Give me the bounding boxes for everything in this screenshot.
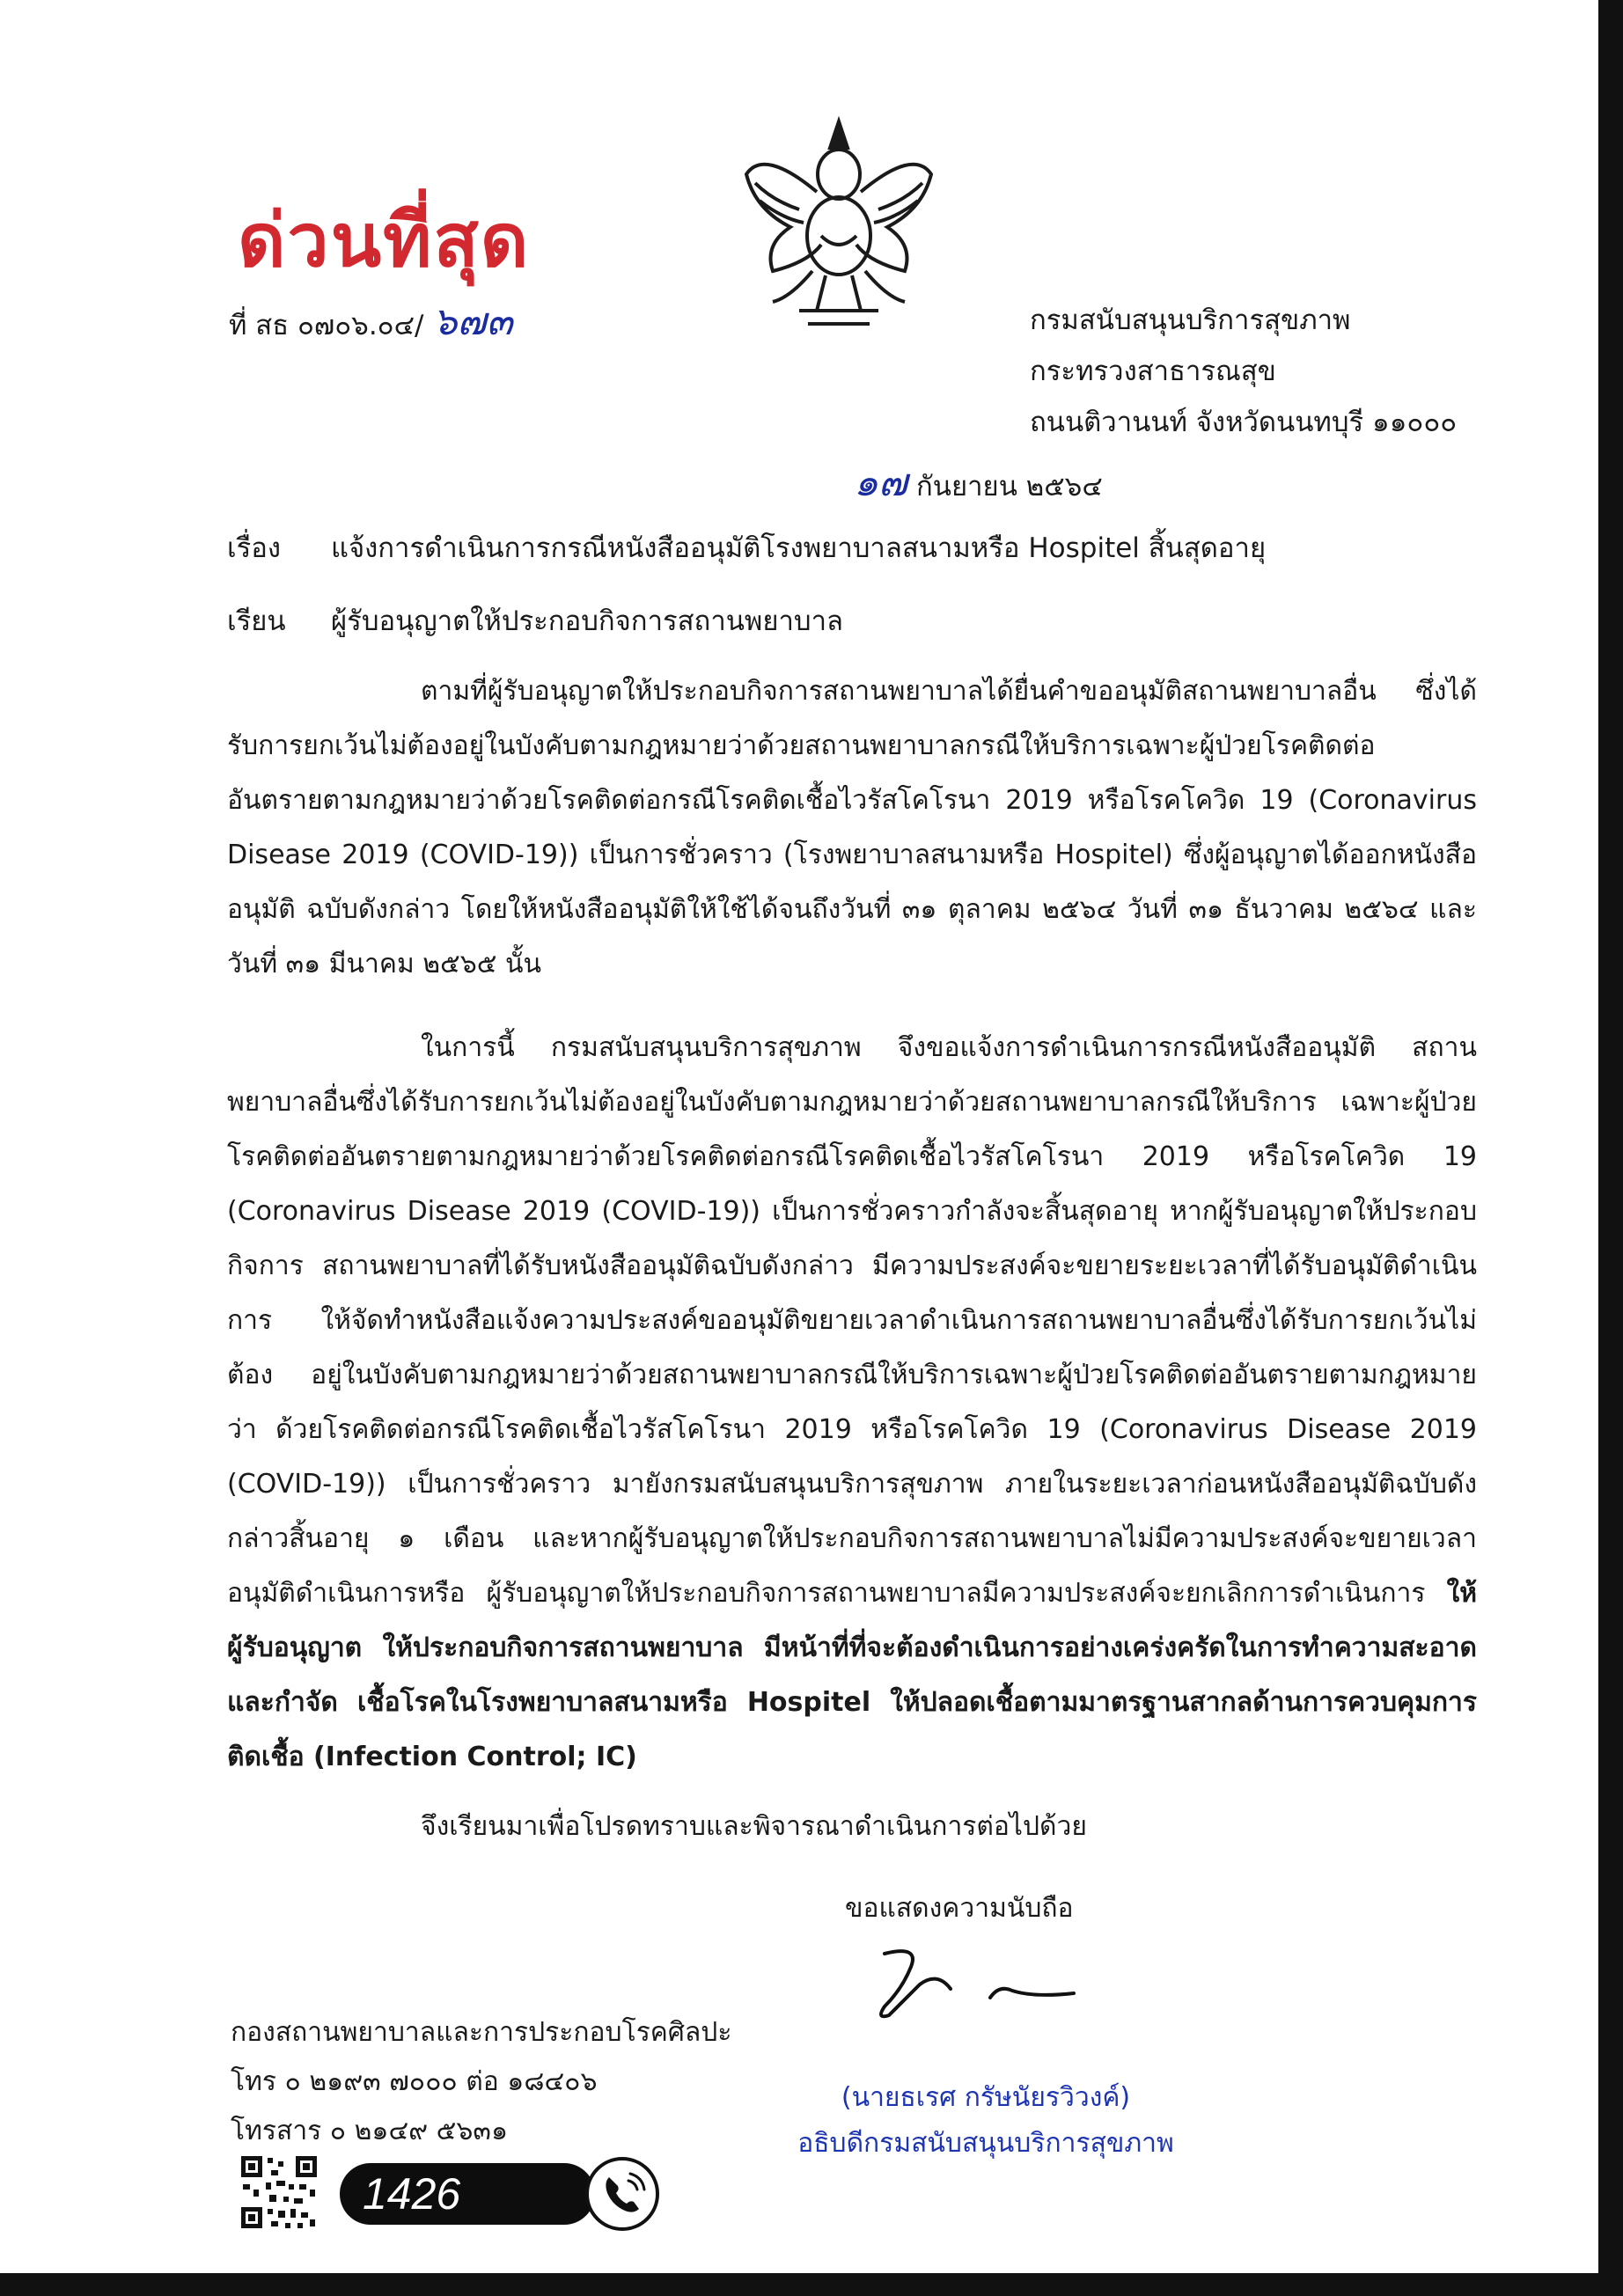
signer-name: (นายธเรศ กรัษนัยรวิวงค์) [841, 2082, 1131, 2113]
department-name: กองสถานพยาบาลและการประกอบโรคศิลปะ [231, 2017, 732, 2048]
paragraph-2-bold-text: ให้ผู้รับอนุญาต ให้ประกอบกิจการสถานพยาบาล มีหน้าที่ที่จะต้องดำเนินการอย่างเคร่งครัดในการทำความสะอาดและกำจัด เชื้อโรคในโรงพยาบาลสนามหรือ Hospitel ให้ปลอดเชื้อตามมาตรฐานสากลด้านการควบคุมการติดเชื้อ (Infection Control; IC) [227, 1578, 1477, 1772]
body-paragraph-2 [227, 1021, 1477, 1785]
document-date [854, 451, 1103, 513]
document-number-prefix: ที่ สธ ๐๗๐๖.๐๔/ [229, 310, 424, 341]
subject-label: เรื่อง [227, 532, 282, 564]
urgency-stamp: ด่วนที่สุด [238, 196, 531, 283]
date-day-handwritten: ๑๗ [854, 460, 908, 505]
signer-block [783, 2075, 1188, 2167]
handwritten-signature [867, 1936, 1096, 2033]
subject-text: แจ้งการดำเนินการกรณีหนังสืออนุมัติโรงพยาบาลสนามหรือ Hospitel สิ้นสุดอายุ [331, 532, 1267, 564]
fax-number: โทรสาร ๐ ๒๑๔๙ ๕๖๓๑ [231, 2116, 508, 2146]
document-number [229, 290, 513, 352]
body-paragraph-1 [227, 664, 1477, 992]
qr-code-icon [239, 2154, 319, 2230]
recipient-text: ผู้รับอนุญาตให้ประกอบกิจการสถานพยาบาล [331, 605, 844, 637]
closing-line: จึงเรียนมาเพื่อโปรดทราบและพิจารณาดำเนินการต่อไปด้วย [421, 1811, 1087, 1842]
sender-line: กระทรวงสาธารณสุข [1030, 356, 1276, 387]
recipient-label: เรียน [227, 605, 286, 637]
recipient-row [227, 598, 843, 642]
subject-row [227, 525, 1266, 569]
paragraph-2-text: ในการนี้ กรมสนับสนุนบริการสุขภาพ จึงขอแจ้งการดำเนินการกรณีหนังสืออนุมัติ สถานพยาบาลอื่นซึ่งได้รับการยกเว้นไม่ต้องอยู่ในบังคับตามกฎหมายว่าด้วยสถานพยาบาลกรณีให้บริการ เฉพาะผู้ป่วยโรคติดต่ออันตรายตามกฎหมายว่าด้วยโรคติดต่อกรณีโรคติดเชื้อไวรัสโคโรนา 2019 หรือโรคโควิด 19 (Coronavirus Disease 2019 (COVID-19)) เป็นการชั่วคราวกำลังจะสิ้นสุดอายุ หากผู้รับอนุญาตให้ประกอบกิจการ สถานพยาบาลที่ได้รับหนังสืออนุมัติฉบับดังกล่าว มีความประสงค์จะขยายระยะเวลาที่ได้รับอนุมัติดำเนินการ ให้จัดทำหนังสือแจ้งความประสงค์ขออนุมัติขยายเวลาดำเนินการสถานพยาบาลอื่นซึ่งได้รับการยกเว้นไม่ต้อง อยู่ในบังคับตามกฎหมายว่าด้วยสถานพยาบาลกรณีให้บริการเฉพาะผู้ป่วยโรคติดต่ออันตรายตามกฎหมายว่า ด้วยโรคติดต่อกรณีโรคติดเชื้อไวรัสโคโรนา 2019 หรือโรคโควิด 19 (Coronavirus Disease 2019 (COVID-19)) เป็นการชั่วคราว มายังกรมสนับสนุนบริการสุขภาพ ภายในระยะเวลาก่อนหนังสืออนุมัติฉบับดังกล่าวสิ้นอายุ ๑ เดือน และหากผู้รับอนุญาตให้ประกอบกิจการสถานพยาบาลไม่มีความประสงค์จะขยายเวลาอนุมัติดำเนินการหรือ ผู้รับอนุญาตให้ประกอบกิจการสถานพยาบาลมีความประสงค์จะยกเลิกการดำเนินการ [227, 1032, 1477, 1609]
phone-number: โทร ๐ ๒๑๙๓ ๗๐๐๐ ต่อ ๑๘๔๐๖ [231, 2066, 598, 2097]
garuda-emblem-icon [738, 113, 940, 333]
sender-line: กรมสนับสนุนบริการสุขภาพ [1030, 304, 1351, 336]
regards-line: ขอแสดงความนับถือ [845, 1893, 1074, 1924]
date-month-year: กันยายน ๒๕๖๔ [916, 471, 1103, 502]
paragraph-1-text: ตามที่ผู้รับอนุญาตให้ประกอบกิจการสถานพยาบาลได้ยื่นคำขออนุมัติสถานพยาบาลอื่น ซึ่งได้รับการยกเว้นไม่ต้องอยู่ในบังคับตามกฎหมายว่าด้วยสถานพยาบาลกรณีให้บริการเฉพาะผู้ป่วยโรคติดต่อ อันตรายตามกฎหมายว่าด้วยโรคติดต่อกรณีโรคติดเชื้อไวรัสโคโรนา 2019 หรือโรคโควิด 19 (Coronavirus Disease 2019 (COVID-19)) เป็นการชั่วคราว (โรงพยาบาลสนามหรือ Hospitel) ซึ่งผู้อนุญาตได้ออกหนังสืออนุมัติ ฉบับดังกล่าว โดยให้หนังสืออนุมัติให้ใช้ได้จนถึงวันที่ ๓๑ ตุลาคม ๒๕๖๔ วันที่ ๓๑ ธันวาคม ๒๕๖๔ และวันที่ ๓๑ มีนาคม ๒๕๖๕ นั้น [227, 676, 1477, 979]
phone-icon [584, 2156, 660, 2232]
signer-position: อธิบดีกรมสนับสนุนบริการสุขภาพ [797, 2128, 1174, 2159]
sender-line: ถนนติวานนท์ จังหวัดนนทบุรี ๑๑๐๐๐ [1030, 407, 1458, 438]
scan-edge-bottom [0, 2273, 1623, 2296]
document-number-handwritten: ๖๗๓ [432, 299, 513, 344]
sender-address [1030, 295, 1457, 448]
hotline-number: 1426 [340, 2163, 595, 2225]
contact-block [231, 2008, 731, 2156]
scan-edge-right [1598, 0, 1623, 2296]
